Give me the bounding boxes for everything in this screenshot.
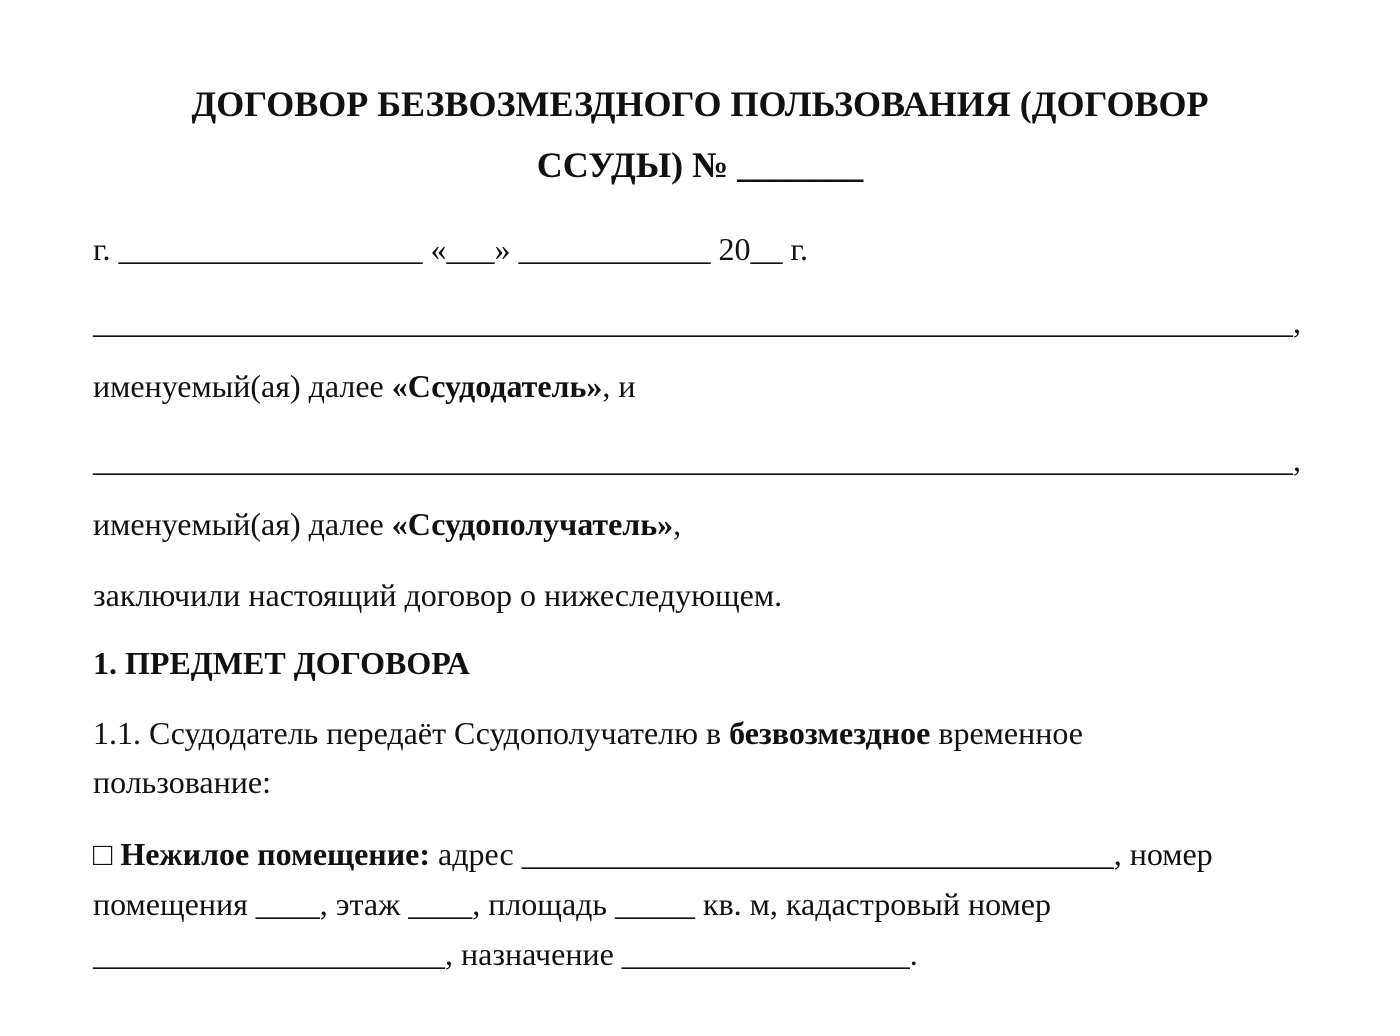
document-title-line-1: ДОГОВОР БЕЗВОЗМЕЗДНОГО ПОЛЬЗОВАНИЯ (ДОГОВОР <box>191 84 1209 124</box>
section-1-heading: 1. ПРЕДМЕТ ДОГОВОРА <box>93 645 470 681</box>
item-label: Нежилое помещение: <box>120 836 430 872</box>
clause-1-1-line-1 <box>93 714 1083 752</box>
clause-1-1-bold: безвозмездное <box>729 715 931 751</box>
party-2-prefix: именуемый(ая) далее <box>93 506 392 542</box>
party-2-blank: ___________________________________________________________________________, <box>93 442 1301 478</box>
item-line-3: ______________________, назначение __________________. <box>93 936 918 972</box>
document-title-line-2: ССУДЫ) № _______ <box>536 145 864 185</box>
clause-1-1-prefix: 1.1. Ссудодатель передаёт Ссудополучателю в <box>93 715 730 751</box>
item-checkbox: □ <box>93 836 113 872</box>
clause-1-1-suffix: временное <box>930 715 1083 751</box>
item-line-1 <box>93 835 1213 873</box>
party-1-role: «Ссудодатель» <box>391 368 603 404</box>
concluded-text: заключили настоящий договор о нижеследующем. <box>93 577 783 613</box>
party-1-designation <box>93 367 636 405</box>
place-date-line: г. ___________________ «___» ____________ 20__ г. <box>93 231 809 267</box>
clause-1-1-line-2: пользование: <box>93 764 271 800</box>
party-1-blank: ___________________________________________________________________________, <box>93 304 1301 340</box>
party-2-role: «Ссудополучатель» <box>391 506 674 542</box>
party-1-prefix: именуемый(ая) далее <box>93 368 392 404</box>
item-line-2: помещения ____, этаж ____, площадь _____ кв. м, кадастровый номер <box>93 886 1051 922</box>
party-2-suffix: , <box>673 506 682 542</box>
party-1-suffix: , и <box>602 368 636 404</box>
item-line-1-rest: адрес _____________________________________, номер <box>430 836 1213 872</box>
party-2-designation <box>93 505 681 543</box>
